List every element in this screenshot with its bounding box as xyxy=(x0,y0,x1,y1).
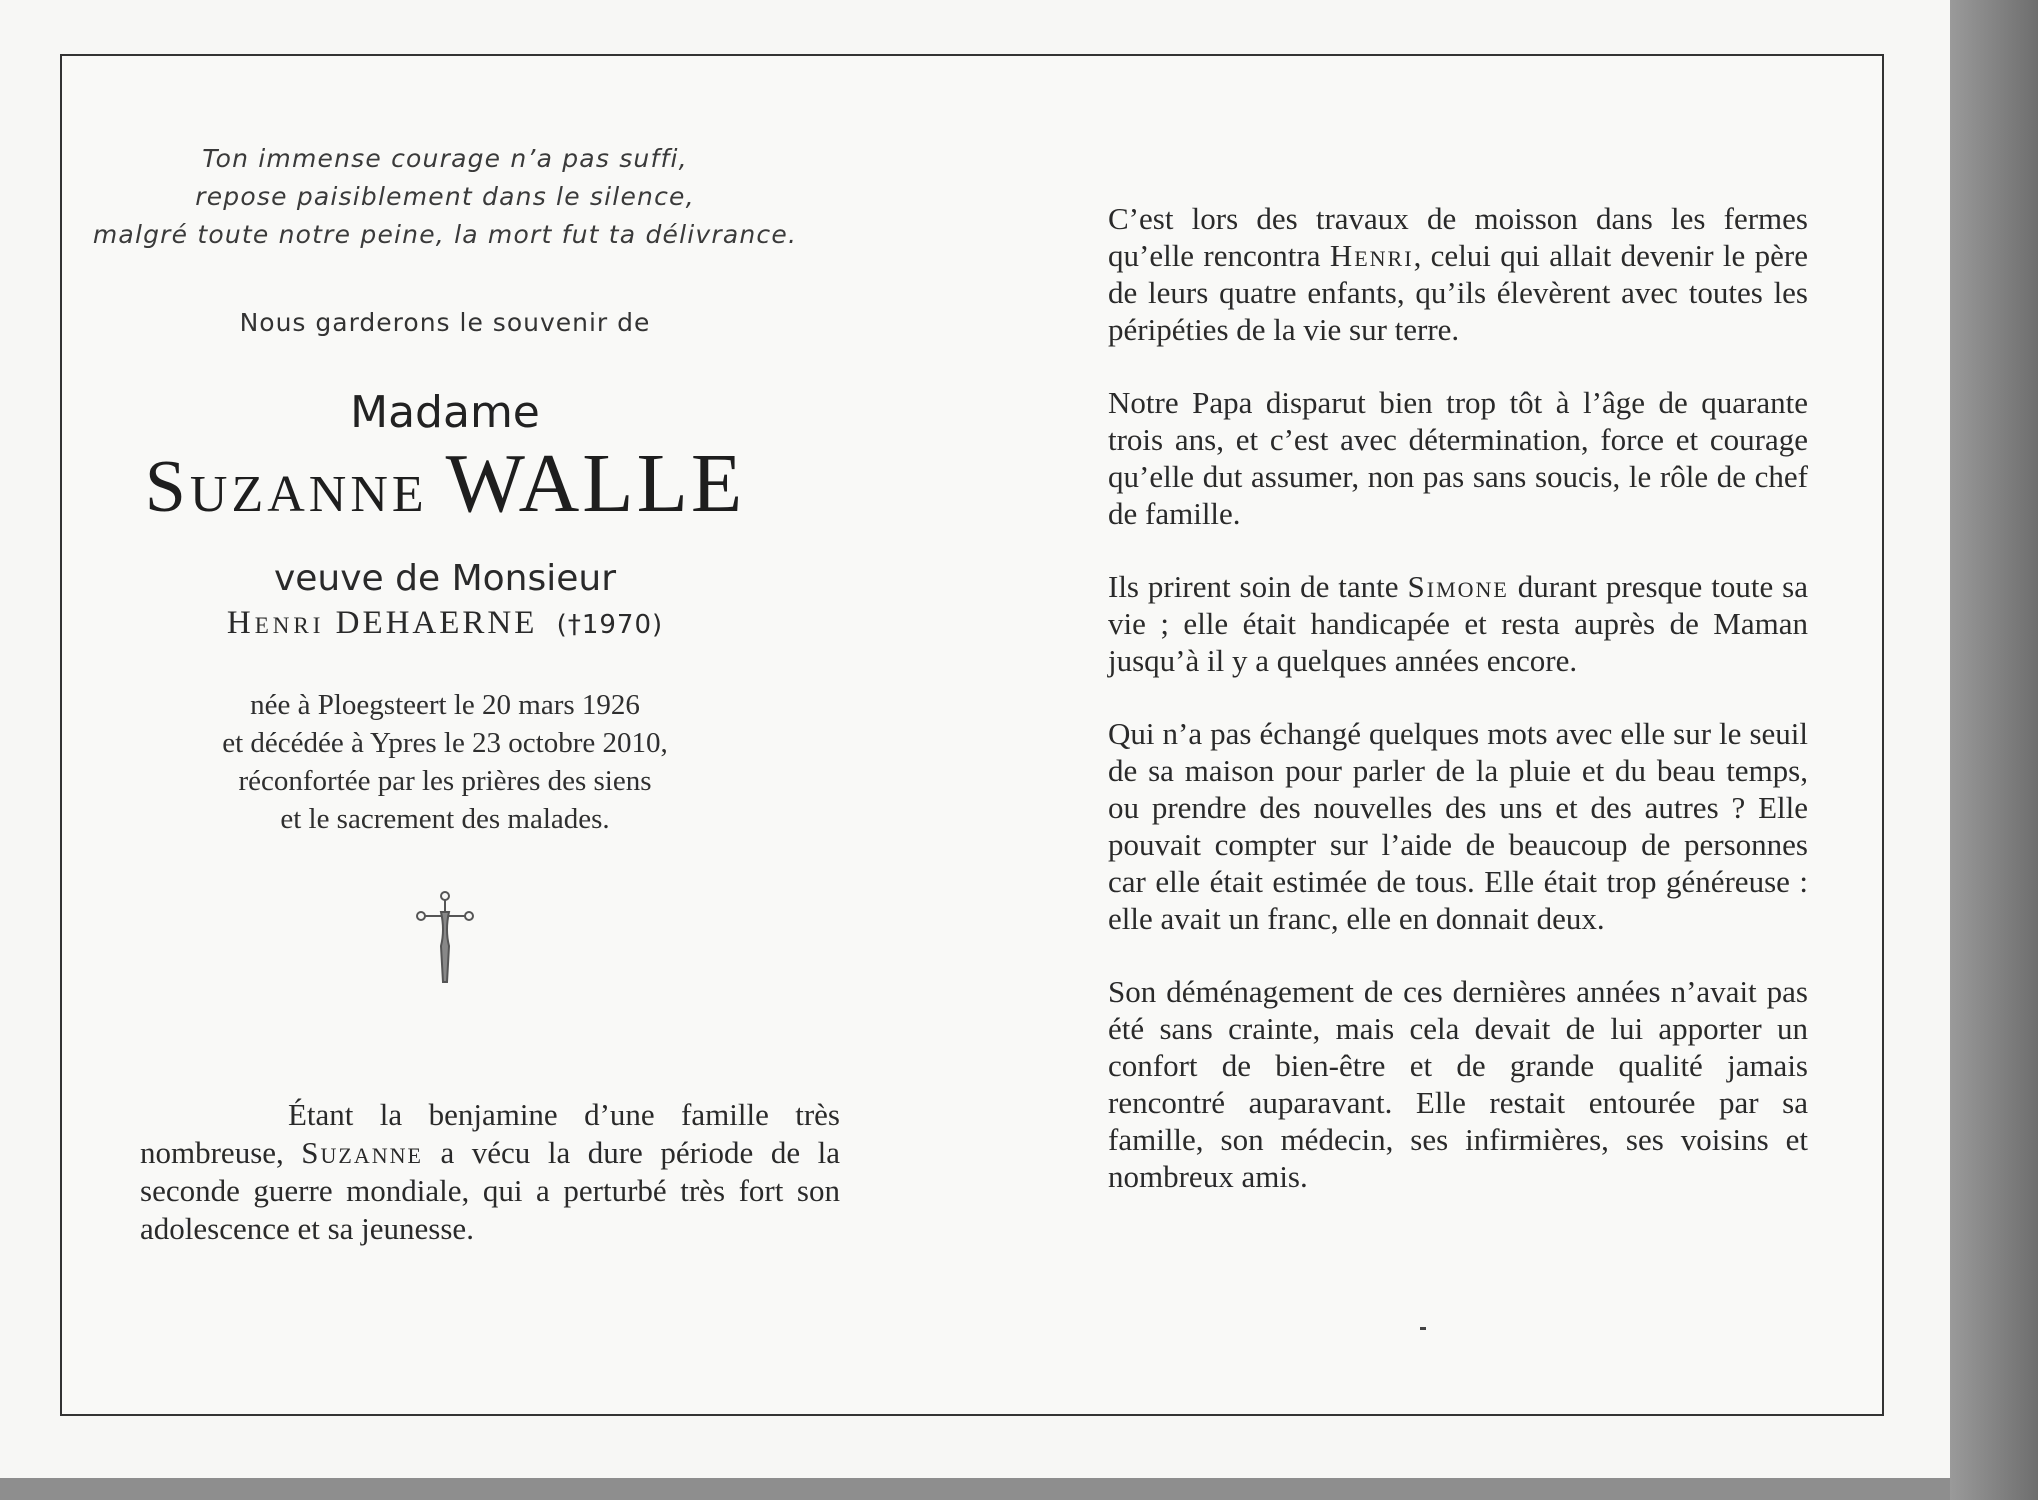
husband-first-name: Henri xyxy=(226,605,325,641)
story-paragraph-4: Qui n’a pas échangé quelques mots avec elle sur le seuil de sa maison pour parler de la pluie et du beau temps, ou prendre des nouvelles des uns et des autres ? Elle pouvait compter sur l’aide de beaucoup de personnes car elle était estimée de tous. Elle était trop généreuse : elle avait un franc, elle en donnait deux. xyxy=(1108,716,1808,936)
story-left-name: Suzanne xyxy=(301,1135,423,1170)
print-speck xyxy=(1420,1327,1426,1330)
birth-line: née à Ploegsteert le 20 mars 1926 xyxy=(250,689,640,721)
deceased-first-name: Suzanne xyxy=(144,446,428,528)
comfort-line: réconfortée par les prières des siens xyxy=(238,765,652,797)
epigraph-line: malgré toute notre peine, la mort fut ta délivrance. xyxy=(92,220,798,249)
story-paragraph-1 xyxy=(1108,200,1808,348)
p3-name: Simone xyxy=(1407,569,1509,604)
memorial-right-column xyxy=(1108,200,1808,1231)
memorial-left-column xyxy=(80,140,810,986)
scan-background-bottom xyxy=(0,1478,1950,1500)
p3-text-after: durant presque toute sa vie ; elle était handicapée et resta auprès de Maman jusqu’à il y a quelques années encore. xyxy=(1108,569,1808,678)
life-dates xyxy=(80,686,810,838)
story-left-text-after: a vécu la dure période de la seconde guerre mondiale, qui a perturbé très fort son adolescence et sa jeunesse. xyxy=(140,1135,840,1246)
husband-death-year: (†1970) xyxy=(556,610,664,640)
p3-text-before: Ils prirent soin de tante xyxy=(1108,569,1408,604)
p1-name: Henri xyxy=(1329,238,1414,273)
epigraph xyxy=(80,140,810,254)
p1-text-before: C’est lors des travaux de moisson dans les fermes qu’elle rencontra xyxy=(1108,201,1808,273)
honorific-title: Madame xyxy=(350,387,540,438)
deceased-name xyxy=(80,437,810,530)
story-left-paragraph xyxy=(140,1096,840,1248)
scan-background-edge xyxy=(1950,0,2038,1500)
cross-icon xyxy=(415,890,475,986)
sacrament-line: et le sacrement des malades. xyxy=(280,803,610,835)
story-left-text-before: Étant la benjamine d’une famille très nombreuse, xyxy=(140,1097,840,1170)
story-paragraph-5: Son déménagement de ces dernières années n’avait pas été sans crainte, mais cela devait de lui apporter un confort de bien-être et de grande qualité jamais rencontré auparavant. Elle restait entourée par sa famille, son médecin, ses infirmières, ses voisins et nombreux amis. xyxy=(1108,974,1808,1194)
story-paragraph-2: Notre Papa disparut bien trop tôt à l’âge de quarante trois ans, et c’est avec détermination, force et courage qu’elle dut assumer, non pas sans soucis, le rôle de chef de famille. xyxy=(1108,385,1808,531)
deceased-last-name: WALLE xyxy=(445,437,746,530)
epigraph-line: repose paisiblement dans le silence, xyxy=(195,182,695,211)
husband-name xyxy=(80,605,810,642)
husband-last-name: DEHAERNE xyxy=(335,605,538,641)
story-paragraph-3 xyxy=(1108,568,1808,679)
p1-text-after: , celui qui allait devenir le père de leurs quatre enfants, qu’ils élevèrent avec toutes les péripéties de la vie sur terre. xyxy=(1108,238,1808,347)
souvenir-line: Nous garderons le souvenir de xyxy=(239,308,651,337)
widow-line: veuve de Monsieur xyxy=(273,558,617,599)
epigraph-line: Ton immense courage n’a pas suffi, xyxy=(202,144,688,173)
death-line: et décédée à Ypres le 23 octobre 2010, xyxy=(222,727,668,759)
